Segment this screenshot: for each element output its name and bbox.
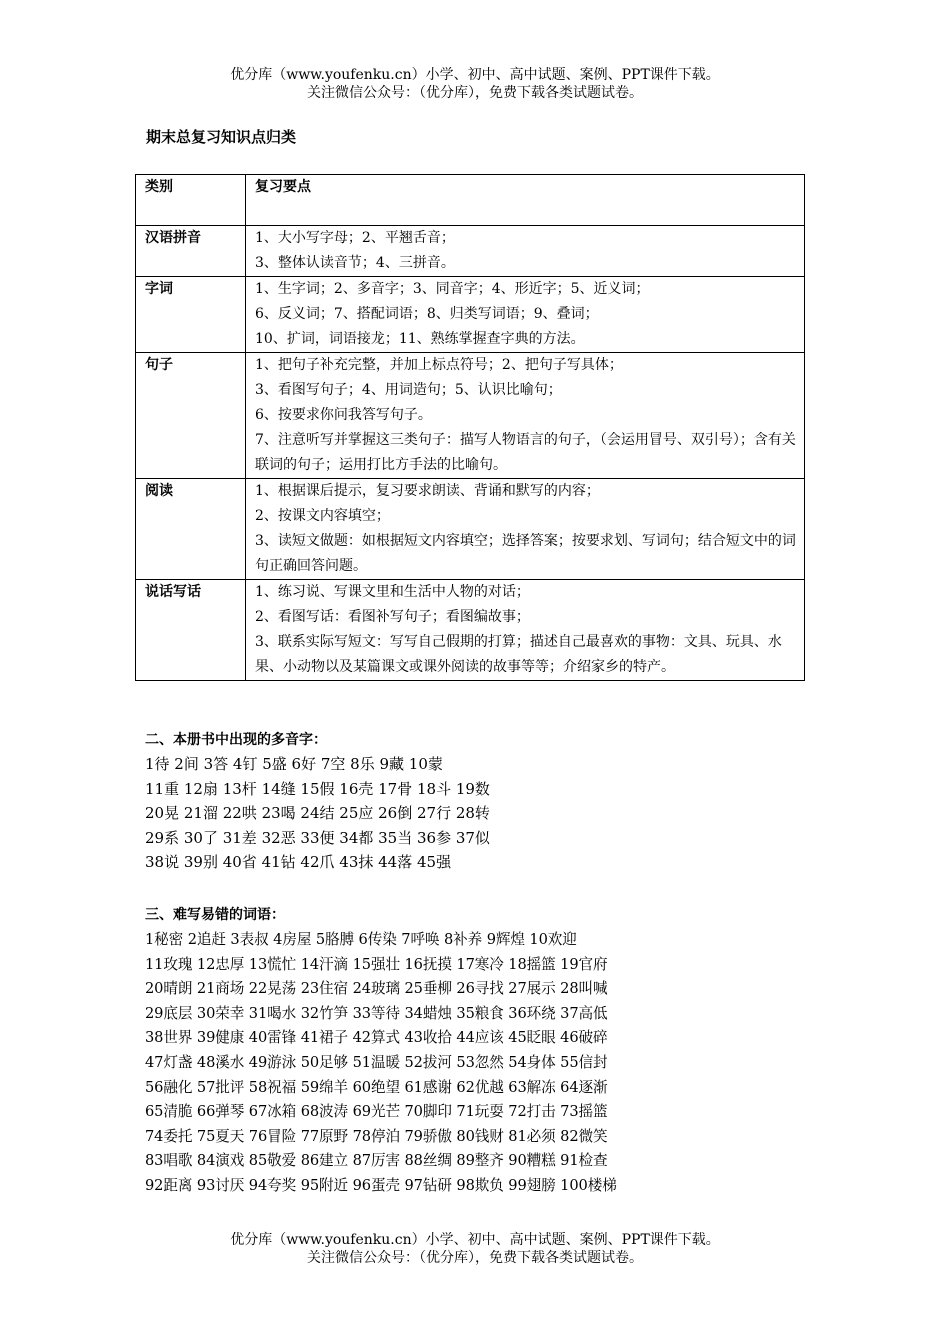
list-row: 29底层 30荣幸 31喝水 32竹笋 33等待 34蜡烛 35粮食 36环绕 37高低: [145, 1004, 608, 1022]
point-line: 1、练习说、写课文里和生活中人物的对话；: [255, 584, 530, 600]
point-line: 2、按课文内容填空；: [255, 508, 390, 524]
list-row: 38世界 39健康 40雷锋 41裙子 42算式 43收拾 44应该 45眨眼 46破碎: [145, 1029, 608, 1047]
point-line: 1、根据课后提示，复习要求朗读、背诵和默写的内容；: [255, 483, 600, 499]
point-line: 7、注意听写并掌握这三类句子：描写人物语言的句子，（会运用冒号、双引号）；含有关联词的句子；运用打比方手法的比喻句。: [255, 432, 796, 473]
table-row: [136, 479, 805, 580]
row-category: 阅读: [136, 479, 246, 580]
point-line: 3、看图写句子；4、用词造句；5、认识比喻句；: [255, 382, 562, 398]
list-row: 1秘密 2追赶 3表叔 4房屋 5胳膊 6传染 7呼唤 8补养 9辉煌 10欢迎: [145, 931, 577, 948]
row-points: [246, 277, 805, 353]
point-line: 3、整体认读音节；4、三拼音。: [255, 255, 455, 271]
list-row: 11玫瑰 12忠厚 13慌忙 14汗滴 15强壮 16抚摸 17寒冷 18摇篮 19官府: [145, 955, 608, 973]
table-row: [136, 226, 805, 277]
row-points: [246, 580, 805, 681]
footer-line-1: 优分库（www.youfenku.cn）小学、初中、高中试题、案例、PPT课件下载。: [230, 1232, 720, 1248]
point-line: 6、反义词；7、搭配词语；8、归类写词语；9、叠词；: [255, 306, 599, 322]
list-row: 11重 12扇 13杆 14缝 15假 16壳 17骨 18斗 19数: [145, 779, 490, 798]
row-category: 说话写话: [136, 580, 246, 681]
list-row: 56融化 57批评 58祝福 59绵羊 60绝望 61感谢 62优越 63解冻 64逐渐: [145, 1078, 608, 1096]
point-line: 3、联系实际写短文：写写自己假期的打算；描述自己最喜欢的事物：文具、玩具、水果、小动物以及某篇课文或课外阅读的故事等等；介绍家乡的特产。: [255, 634, 782, 675]
list-row: 83唱歌 84演戏 85敬爱 86建立 87厉害 88丝绸 89整齐 90糟糕 91检查: [145, 1152, 608, 1170]
page-header: [0, 66, 950, 102]
row-category: 句子: [136, 353, 246, 479]
row-category: 字词: [136, 277, 246, 353]
header-line-2: 关注微信公众号：（优分库），免费下载各类试题试卷。: [307, 85, 643, 101]
row-points: [246, 353, 805, 479]
polyphonic-section: [145, 730, 825, 875]
header-category: 类别: [136, 175, 246, 226]
header-line-1: 优分库（www.youfenku.cn）小学、初中、高中试题、案例、PPT课件下载。: [230, 67, 720, 83]
document-title: 期末总复习知识点归类: [146, 128, 297, 146]
point-line: 6、按要求你问我答写句子。: [255, 407, 432, 423]
list-row: 65清脆 66弹琴 67冰箱 68波涛 69光芒 70脚印 71玩耍 72打击 73摇篮: [145, 1103, 608, 1121]
page-footer: [0, 1231, 950, 1267]
table-row: [136, 580, 805, 681]
table-row: [136, 277, 805, 353]
section-heading: 二、本册书中出现的多音字：: [145, 732, 327, 748]
list-row: 47灯盏 48溪水 49游泳 50足够 51温暖 52拔河 53忽然 54身体 55信封: [145, 1053, 608, 1071]
list-row: 20晃 21溜 22哄 23喝 24结 25应 26倒 27行 28转: [145, 804, 490, 823]
table-row: [136, 353, 805, 479]
list-row: 74委托 75夏天 76冒险 77原野 78停泊 79骄傲 80钱财 81必须 82微笑: [145, 1127, 608, 1145]
row-category: 汉语拼音: [136, 226, 246, 277]
hard-words-section: [145, 905, 825, 1199]
list-row: 1待 2间 3答 4钉 5盛 6好 7空 8乐 9藏 10蒙: [145, 755, 443, 773]
footer-line-2: 关注微信公众号：（优分库），免费下载各类试题试卷。: [307, 1250, 643, 1266]
table-header-row: [136, 175, 805, 226]
point-line: 2、看图写话：看图补写句子；看图编故事；: [255, 609, 530, 625]
point-line: 10、扩词，词语接龙；11、熟练掌握查字典的方法。: [255, 331, 585, 347]
section-heading: 三、难写易错的词语：: [145, 907, 285, 923]
point-line: 1、大小写字母；2、平翘舌音；: [255, 230, 455, 246]
point-line: 3、读短文做题：如根据短文内容填空；选择答案；按要求划、写词句；结合短文中的词句正确回答问题。: [255, 533, 796, 574]
point-line: 1、生字词；2、多音字；3、同音字；4、形近字；5、近义词；: [255, 281, 650, 297]
list-row: 92距离 93讨厌 94夸奖 95附近 96蛋壳 97钻研 98欺负 99翅膀 100楼梯: [145, 1176, 617, 1194]
list-row: 38说 39别 40省 41钻 42爪 43抹 44落 45强: [145, 853, 452, 872]
row-points: [246, 479, 805, 580]
point-line: 1、把句子补充完整，并加上标点符号；2、把句子写具体；: [255, 357, 623, 373]
list-row: 29系 30了 31差 32恶 33便 34都 35当 36参 37似: [145, 828, 490, 847]
review-points-table: [135, 174, 805, 681]
header-points: 复习要点: [246, 175, 805, 226]
list-row: 20晴朗 21商场 22晃荡 23住宿 24玻璃 25垂柳 26寻找 27展示 28叫喊: [145, 980, 608, 998]
row-points: [246, 226, 805, 277]
